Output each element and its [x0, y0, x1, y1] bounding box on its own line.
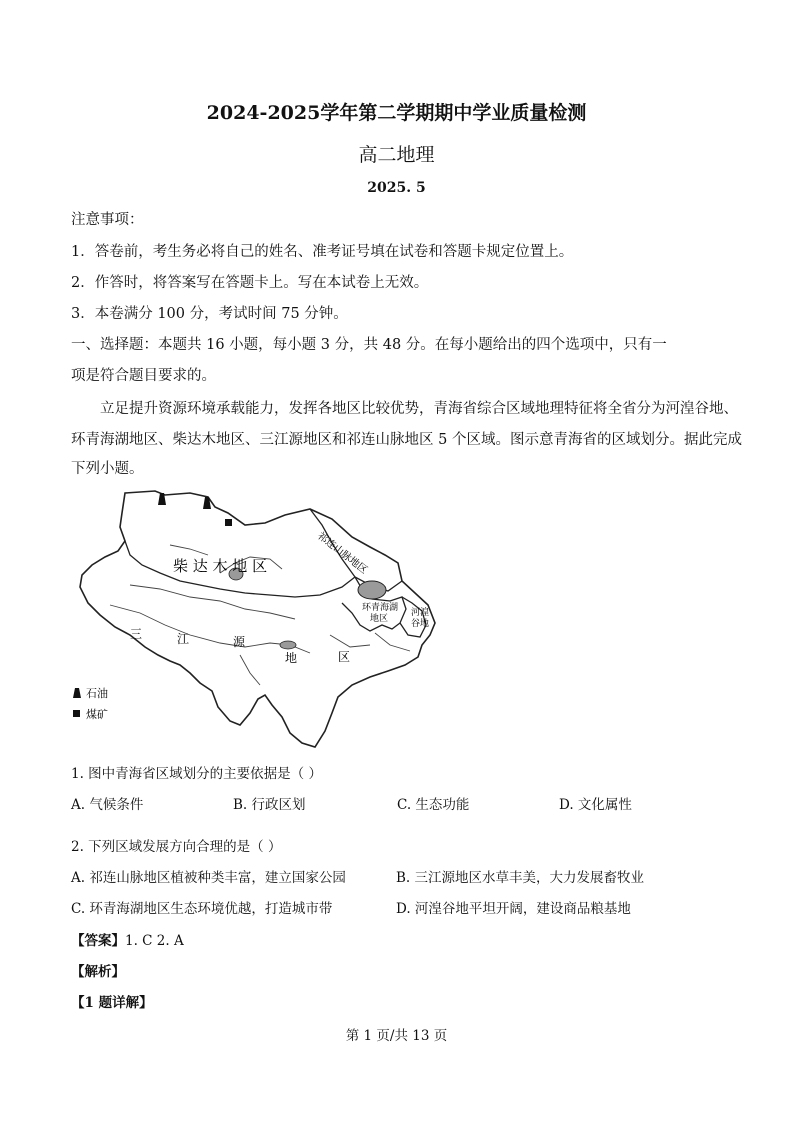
- coal-icon: [225, 519, 232, 526]
- notice-item-1: 1．答卷前，考生务必将自己的姓名、准考证号填在试卷和答题卡规定位置上。: [71, 244, 574, 260]
- passage-line-3: 下列小题。: [71, 461, 144, 477]
- map-label-qinghai-lake-2: 地区: [370, 614, 389, 624]
- question-1-option-b: B. 行政区划: [233, 797, 306, 813]
- notice-item-2: 2．作答时，将答案写在答题卡上。写在本试卷上无效。: [71, 275, 429, 291]
- map-label-qaidam: 柴 达 木 地 区: [173, 557, 268, 575]
- section-instructions-line-2: 项是符合题目要求的。: [71, 368, 216, 384]
- notice-item-3: 3．本卷满分 100 分，考试时间 75 分钟。: [71, 306, 348, 322]
- map-label-sanjiang-4: 地: [285, 651, 298, 665]
- question-2-option-b: B. 三江源地区水草丰美，大力发展畜牧业: [396, 870, 645, 886]
- exam-date: 2025. 5: [367, 180, 426, 196]
- map-label-sanjiang-5: 区: [338, 650, 351, 664]
- page-footer: 第 1 页/共 13 页: [345, 1028, 448, 1044]
- exam-title: 2024-2025学年第二学期期中学业质量检测: [206, 102, 587, 124]
- question-1-option-c: C. 生态功能: [397, 797, 470, 813]
- detail-label: 【1 题详解】: [71, 995, 153, 1011]
- map-label-sanjiang-3: 源: [233, 635, 246, 649]
- question-2-option-a: A. 祁连山脉地区植被种类丰富，建立国家公园: [71, 870, 346, 886]
- legend-oil-icon: [73, 688, 81, 698]
- question-2-option-c: C. 环青海湖地区生态环境优越，打造城市带: [71, 901, 333, 917]
- question-1-option-d: D. 文化属性: [559, 797, 632, 813]
- notice-heading: 注意事项：: [71, 212, 144, 228]
- map-label-sanjiang-1: 三: [130, 627, 143, 641]
- answer-text: 1. C 2. A: [125, 933, 184, 949]
- qinghai-lake: [358, 581, 386, 599]
- map-label-qinghai-lake-1: 环青海湖: [362, 603, 399, 613]
- answer-line: [71, 929, 184, 949]
- map-label-qilian: 祁连山脉地区: [315, 530, 370, 577]
- exam-subject: 高二地理: [358, 144, 435, 166]
- legend-coal-icon: [73, 710, 80, 717]
- answer-label: 【答案】: [71, 933, 125, 949]
- passage-line-2: 环青海湖地区、柴达木地区、三江源地区和祁连山脉地区 5 个区域。图示意青海省的区域划分。据此完成: [71, 432, 742, 448]
- question-1-option-a: A. 气候条件: [71, 797, 144, 813]
- legend-oil-label: 石油: [86, 687, 108, 700]
- question-2-option-d: D. 河湟谷地平坦开阔，建设商品粮基地: [396, 901, 631, 917]
- map-label-hehuang-1: 河湟: [411, 608, 430, 618]
- map-label-sanjiang-2: 江: [177, 632, 190, 646]
- question-2-stem: 2. 下列区域发展方向合理的是（ ）: [71, 839, 282, 855]
- analysis-label: 【解析】: [71, 964, 125, 980]
- lake: [280, 641, 296, 649]
- map-label-hehuang-2: 谷地: [411, 619, 430, 629]
- legend-coal-label: 煤矿: [86, 708, 108, 721]
- section-instructions-line-1: 一、选择题：本题共 16 小题，每小题 3 分，共 48 分。在每小题给出的四个选项中，只有一: [71, 337, 667, 353]
- passage-line-1: 立足提升资源环境承载能力，发挥各地区比较优势，青海省综合区域地理特征将全省分为河湟谷地、: [100, 401, 738, 417]
- qinghai-region-map: [70, 485, 450, 755]
- question-1-stem: 1. 图中青海省区域划分的主要依据是（ ）: [71, 766, 322, 782]
